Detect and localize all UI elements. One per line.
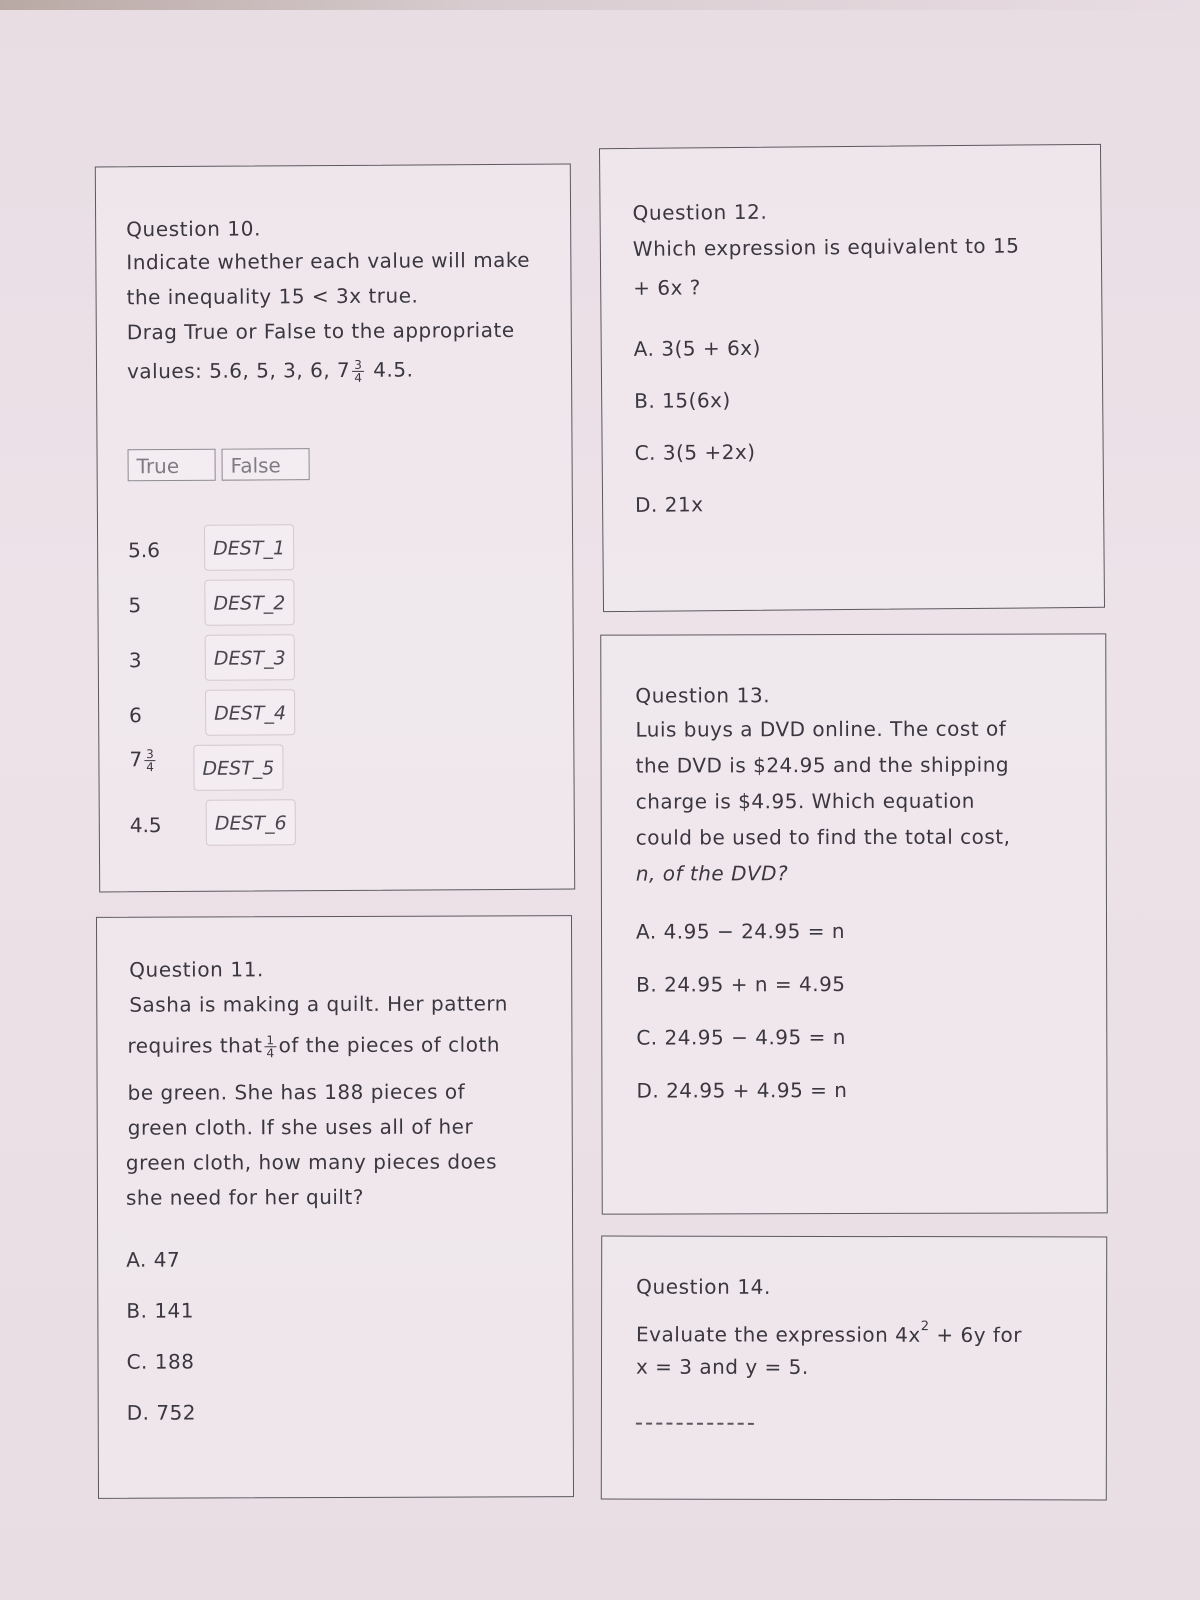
row-label-7-3-4 [129,747,158,773]
true-drag-tile[interactable]: True [128,449,216,482]
question-13-line-5: n, of the DVD? [635,861,789,886]
question-14-title: Question 14. [636,1274,771,1299]
drop-target-dest-1[interactable]: DEST_1 [204,524,294,571]
question-10-line-2: the inequality 15 < 3x true. [126,283,419,310]
question-11-box [96,915,574,1499]
fraction-numerator: 1 [266,1033,275,1048]
row-label-4-5: 4.5 [129,813,162,838]
question-10-line-1: Indicate whether each value will make [126,247,531,275]
fraction-denominator: 4 [266,1046,275,1061]
question-13-line-2: the DVD is $24.95 and the shipping [635,752,1010,778]
false-drag-tile[interactable]: False [222,448,310,481]
question-12-box [599,144,1105,612]
answer-blank[interactable] [636,1423,754,1425]
question-14-line-2: x = 3 and y = 5. [635,1354,809,1379]
question-14-line-1-suffix: + 6y for [936,1322,1022,1347]
question-12-option-d[interactable]: D. 21x [634,492,704,517]
drop-target-dest-4[interactable]: DEST_4 [205,689,295,736]
question-13-title: Question 13. [635,683,771,708]
question-13-option-d[interactable]: D. 24.95 + 4.95 = n [636,1078,848,1103]
question-10-box [95,164,575,893]
question-10-values-prefix: values: 5.6, 5, 3, 6, 7 [126,357,351,384]
question-11-line-2 [127,1032,500,1059]
question-12-line-2: + 6x ? [633,275,701,300]
question-10-line-3: Drag True or False to the appropriate [126,317,515,345]
fraction-denominator: 4 [354,370,363,385]
question-12-title: Question 12. [632,199,768,225]
row-label-5: 5 [128,593,142,618]
drop-target-dest-5[interactable]: DEST_5 [193,744,283,791]
question-10-title: Question 10. [126,216,262,242]
question-14-box [601,1236,1107,1501]
question-12-option-a[interactable]: A. 3(5 + 6x) [633,335,761,361]
mixed-number-whole: 7 [129,747,143,772]
exponent: 2 [920,1319,930,1335]
question-12-option-b[interactable]: B. 15(6x) [634,388,731,413]
question-11-option-d[interactable]: D. 752 [126,1400,197,1425]
question-11-fraction [264,1034,276,1059]
question-10-values-suffix: 4.5. [373,357,414,382]
row-label-6: 6 [129,703,142,728]
drop-target-dest-6[interactable]: DEST_6 [206,799,296,846]
question-13-line-4: could be used to find the total cost, [635,824,1011,850]
question-13-option-a[interactable]: A. 4.95 − 24.95 = n [635,919,846,944]
question-11-option-b[interactable]: B. 141 [126,1298,195,1323]
question-11-option-c[interactable]: C. 188 [126,1349,195,1374]
question-11-option-a[interactable]: A. 47 [126,1247,181,1272]
question-11-line-6: she need for her quilt? [125,1184,364,1210]
question-11-line-4: green cloth. If she uses all of her [127,1114,474,1140]
mixed-number-fraction [144,748,156,773]
question-13-option-b[interactable]: B. 24.95 + n = 4.95 [636,972,846,997]
row-label-5-6: 5.6 [128,538,161,563]
question-13-option-c[interactable]: C. 24.95 − 4.95 = n [636,1025,846,1050]
row-label-3: 3 [128,648,142,673]
drop-target-dest-3[interactable]: DEST_3 [205,634,295,681]
fraction-numerator: 3 [146,747,154,762]
question-11-line-1: Sasha is making a quilt. Her pattern [129,991,509,1017]
question-13-box [600,633,1108,1214]
question-11-line-2-prefix: requires that [127,1033,263,1058]
question-10-line-4 [127,358,414,386]
question-11-line-2-suffix: of the pieces of cloth [278,1032,501,1058]
fraction-numerator: 3 [354,357,363,372]
question-13-line-3: charge is $4.95. Which equation [635,788,975,814]
question-12-option-c[interactable]: C. 3(5 +2x) [634,439,756,465]
question-12-line-1: Which expression is equivalent to 15 [632,233,1020,261]
question-14-line-1 [636,1319,1022,1347]
drop-target-dest-2[interactable]: DEST_2 [204,579,294,626]
question-11-line-5: green cloth, how many pieces does [125,1149,498,1175]
fraction-denominator: 4 [146,760,154,775]
question-14-line-1-prefix: Evaluate the expression 4x [636,1322,921,1347]
question-11-line-3: be green. She has 188 pieces of [127,1079,466,1105]
question-10-fraction [352,359,364,384]
question-13-line-1: Luis buys a DVD online. The cost of [635,716,1007,742]
question-11-title: Question 11. [129,957,265,982]
